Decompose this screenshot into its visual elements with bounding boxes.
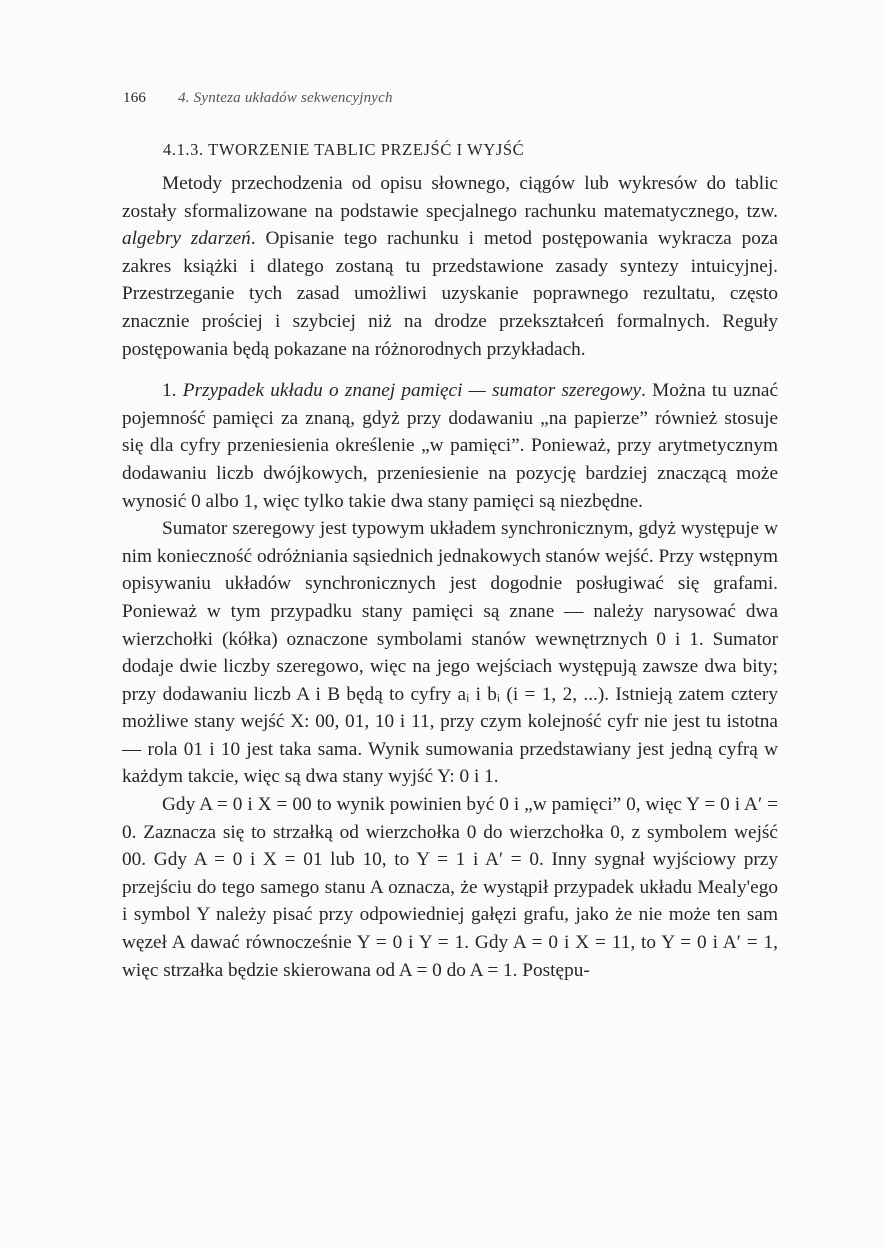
paragraph-serial-adder: Sumator szeregowy jest typowym układem synchronicznym, gdyż występuje w nim konieczność odróżniania sąsiednich jednakowych stanów wejść. Przy wstępnym opisywaniu układów synchronicznych jest dogodnie posługiwać się grafami. Ponieważ w tym przypadku stany pamięci są znane — należy narysować dwa wierzchołki (kółka) oznaczone symbolami stanów wewnętrznych 0 i 1. Sumator dodaje dwie liczby szeregowo, więc na jego wejściach występują zawsze dwa bity; przy dodawaniu liczb A i B będą to cyfry aᵢ i bᵢ (i = 1, 2, ...). Istnieją zatem cztery możliwe stany wejść X: 00, 01, 10 i 11, przy czym kolejność cyfr nie jest tu istotna — rola 01 i 10 jest taka sama. Wynik sumowania przedstawiany jest jedną cyfrą w każdym takcie, więc są dwa stany wyjść Y: 0 i 1. (122, 518, 778, 788)
paragraph-case-1 (122, 377, 778, 515)
paragraph-intro-text-b: . Opisanie tego rachunku i metod postępowania wykracza poza zakres książki i dlatego zostaną tu przedstawione zasady syntezy intuicyjnej. Przestrzeganie tych zasad umożliwi uzyskanie poprawnego rezultatu, często znacznie prościej i szybciej niż na drodze przekształceń formalnych. Reguły postępowania będą pokazane na różnorodnych przykładach. (122, 228, 778, 360)
paragraph-intro-emphasis: algebry zdarzeń (122, 228, 251, 250)
paragraph-case-1-text: . Można tu uznać pojemność pamięci za znaną, gdyż przy dodawaniu „na papierze” również stosuje się dla cyfry przeniesienia określenie „w pamięci”. Ponieważ, przy arytmetycznym dodawaniu liczb dwójkowych, przeniesienie na pozycję bardziej znaczącą może wynosić 0 albo 1, więc tylko takie dwa stany pamięci są niezbędne. (122, 380, 779, 512)
paragraph-case-1-title: Przypadek układu o znanej pamięci — sumator szeregowy (182, 380, 642, 402)
paragraph-intro (122, 170, 778, 363)
body-text (122, 170, 778, 984)
paragraph-intro-text-a: Metody przechodzenia od opisu słownego, ciągów lub wykresów do tablic zostały sformalizowane na podstawie specjalnego rachunku matematycznego, tzw. (122, 173, 778, 222)
paragraph-transitions: Gdy A = 0 i X = 00 to wynik powinien być 0 i „w pamięci” 0, więc Y = 0 i A′ = 0. Zaznacza się to strzałką od wierzchołka 0 do wierzchołka 0, z symbolem wejść 00. Gdy A = 0 i X = 01 lub 10, to Y = 1 i A′ = 0. Inny sygnał wyjściowy przy przejściu do tego samego stanu A oznacza, że wystąpił przypadek układu Mealy'ego i symbol Y należy pisać przy odpowiedniej gałęzi grafu, jako że nie może ten sam węzeł A dawać równocześnie Y = 0 i Y = 1. Gdy A = 0 i X = 11, to Y = 0 i A′ = 1, więc strzałka będzie skierowana od A = 0 do A = 1. Postępu- (122, 794, 778, 981)
paragraph-case-1-number: 1. (162, 380, 183, 402)
section-heading: 4.1.3. TWORZENIE TABLIC PRZEJŚĆ I WYJŚĆ (163, 140, 525, 159)
chapter-title: 4. Synteza układów sekwencyjnych (178, 90, 393, 106)
running-head (123, 90, 393, 107)
page-number: 166 (123, 90, 147, 106)
